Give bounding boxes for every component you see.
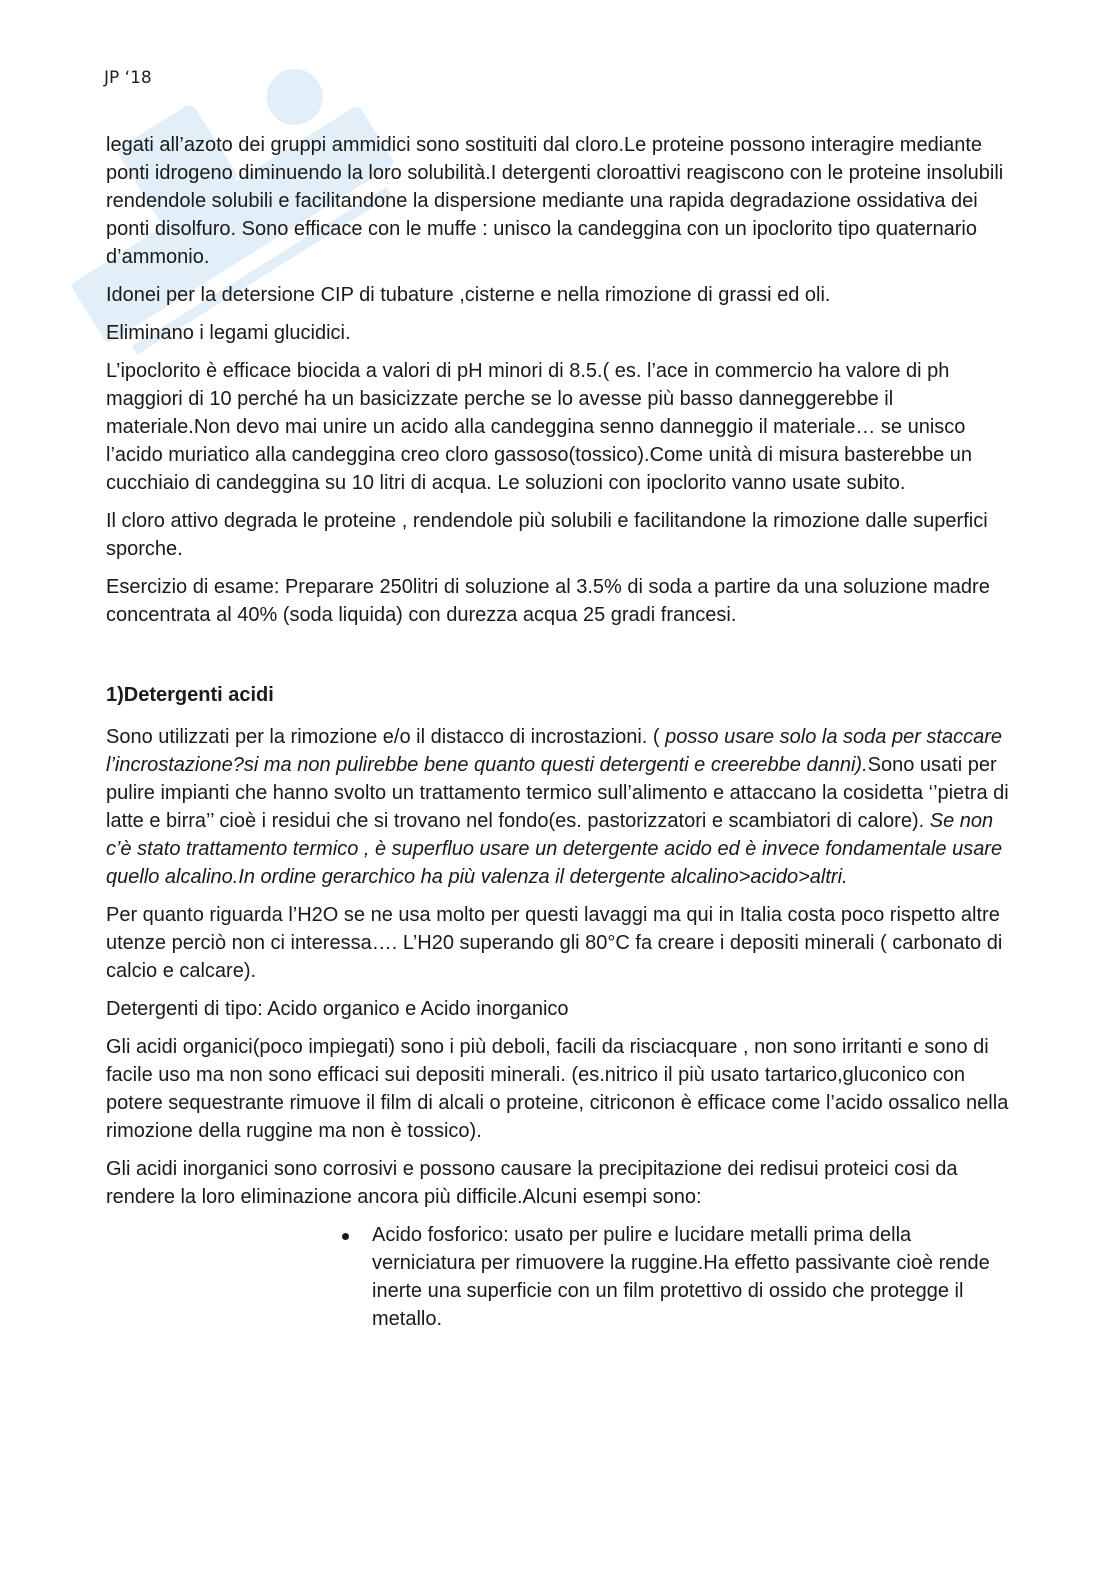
paragraph: L’ipoclorito è efficace biocida a valori di pH minori di 8.5.( es. l’ace in commercio ha valore di ph maggiori di 10 perché ha un basicizzate perche se lo avesse più basso danneggerebbe il materiale.Non devo mai unire un acido alla candeggina senno danneggio il materiale… se unisco l’acido muriatico alla candeggina creo cloro gassoso(tossico).Come unità di misura basterebbe un cucchiaio di candeggina su 10 litri di acqua. Le soluzioni con ipoclorito vanno usate subito. <box>106 360 973 494</box>
paragraph: legati all’azoto dei gruppi ammidici sono sostituiti dal cloro.Le proteine possono interagire mediante ponti idrogeno diminuendo la loro solubilità.I detergenti cloroattivi reagiscono con le proteine insolubili rendendole solubili e facilitandone la dispersione mediante una rapida degradazione ossidativa dei ponti disolfuro. Sono efficace con le muffe : unisco la candeggina con un ipoclorito tipo quaternario d’ammonio. <box>106 134 1004 268</box>
document-body <box>106 131 1011 1333</box>
intro-italic-d: Se non c’è stato trattamento termico , è superfluo usare un detergente acido ed è invece fondamentale usare quello alcalino.In ordine gerarchico ha più valenza il detergente alcalino>acido>altri. <box>106 810 1003 888</box>
page-header: JP ‘18 <box>104 68 152 88</box>
list-item <box>340 1221 1011 1333</box>
bullet-icon <box>342 1233 349 1240</box>
intro-text-c: Sono usati per pulire impianti che hanno svolto un trattamento termico sull’alimento e attaccano la cosidetta ‘’pietra di latte e birra’’ cioè i residui che si trovano nel fondo(es. pastorizzatori e scambiatori di calore). <box>106 754 1009 832</box>
section-heading: 1)Detergenti acidi <box>106 684 274 706</box>
paragraph: Gli acidi organici(poco impiegati) sono i più deboli, facili da risciacquare , non sono irritanti e sono di facile uso ma non sono efficaci sui depositi minerali. (es.nitrico il più usato tartarico,gluconico con potere sequestrante rimuove il film di alcali o proteine, citriconon è efficace come l’acido ossalico nella rimozione della ruggine ma non è tossico). <box>106 1036 1009 1142</box>
paragraph: Idonei per la detersione CIP di tubature ,cisterne e nella rimozione di grassi ed oli. <box>106 284 831 306</box>
section-intro <box>106 723 1011 891</box>
paragraph: Per quanto riguarda l’H2O se ne usa molto per questi lavaggi ma qui in Italia costa poco rispetto altre utenze perciò non ci interessa…. L’H20 superando gli 80°C fa creare i depositi minerali ( carbonato di calcio e calcare). <box>106 904 1003 982</box>
intro-text-a: Sono utilizzati per la rimozione e/o il distacco di incrostazioni. ( <box>106 726 666 748</box>
paragraph: Gli acidi inorganici sono corrosivi e possono causare la precipitazione dei redisui proteici cosi da rendere la loro eliminazione ancora più difficile.Alcuni esempi sono: <box>106 1158 958 1208</box>
paragraph: Eliminano i legami glucidici. <box>106 322 351 344</box>
paragraph: Detergenti di tipo: Acido organico e Acido inorganico <box>106 998 569 1020</box>
intro-italic-b: posso usare solo la soda per staccare l’incrostazione?si ma non pulirebbe bene quanto questi detergenti e creerebbe danni). <box>106 726 1002 776</box>
list-item-text: Acido fosforico: usato per pulire e lucidare metalli prima della verniciatura per rimuovere la ruggine.Ha effetto passivante cioè rende inerte una superficie con un film protettivo di ossido che protegge il metallo. <box>372 1224 990 1330</box>
paragraph: Esercizio di esame: Preparare 250litri di soluzione al 3.5% di soda a partire da una soluzione madre concentrata al 40% (soda liquida) con durezza acqua 25 gradi francesi. <box>106 576 990 626</box>
paragraph: Il cloro attivo degrada le proteine , rendendole più solubili e facilitandone la rimozione dalle superfici sporche. <box>106 510 988 560</box>
bullet-list <box>106 1221 1011 1333</box>
